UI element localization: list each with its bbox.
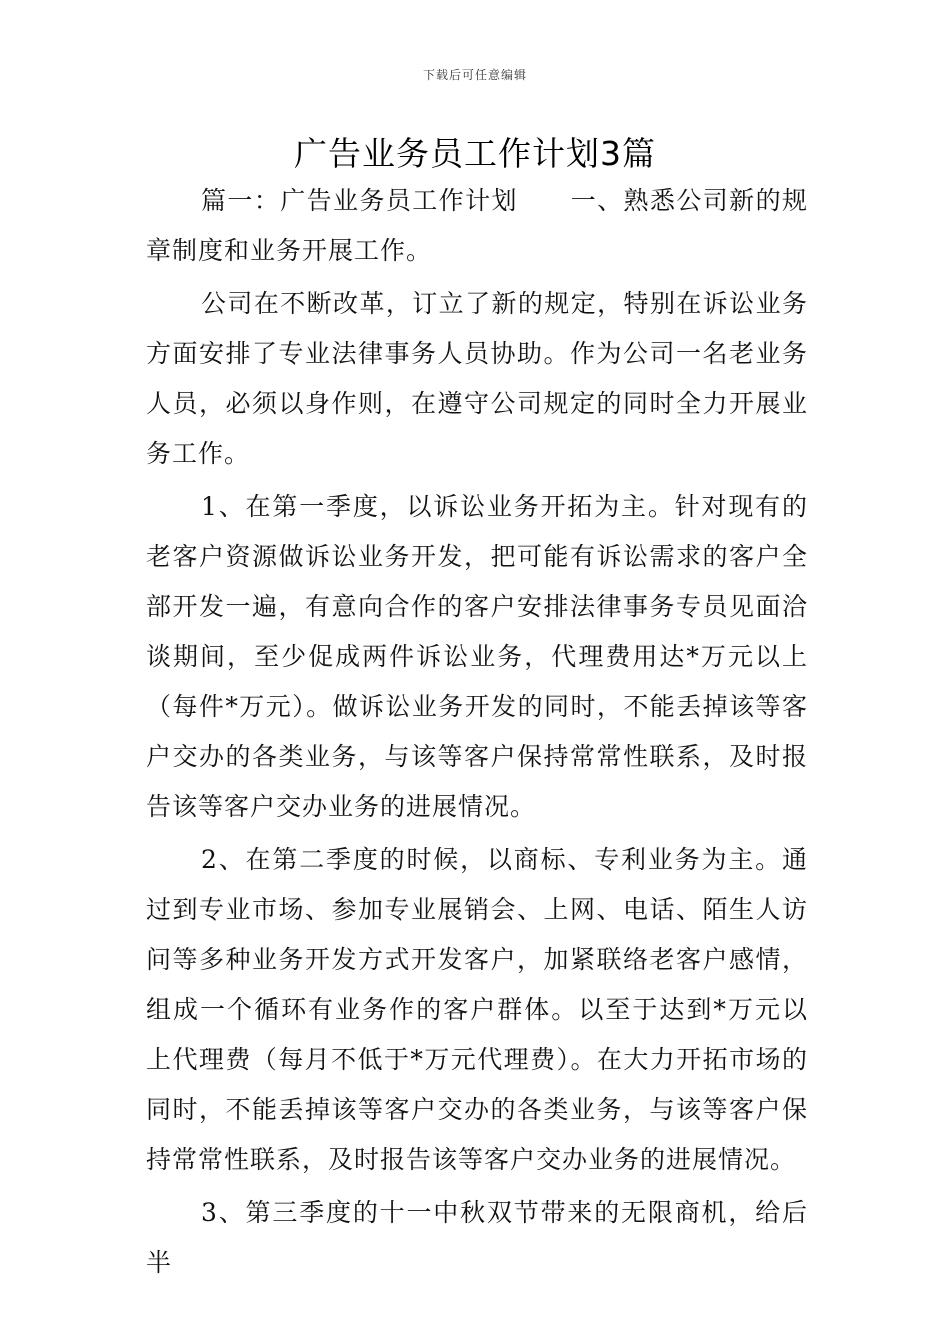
- document-body: [146, 176, 808, 1288]
- paragraph-third-quarter: 3、第三季度的十一中秋双节带来的无限商机，给后半: [146, 1198, 808, 1277]
- document-title: 广告业务员工作计划3篇: [294, 134, 656, 173]
- paragraph-company-reform: 公司在不断改革，订立了新的规定，特别在诉讼业务方面安排了专业法律事务人员协助。作为公司一名老业务人员，必须以身作则，在遵守公司规定的同时全力开展业务工作。: [146, 289, 808, 468]
- paragraph-first-quarter: 1、在第一季度，以诉讼业务开拓为主。针对现有的老客户资源做诉讼业务开发，把可能有诉讼需求的客户全部开发一遍，有意向合作的客户安排法律事务专员见面洽谈期间，至少促成两件诉讼业务，代理费用达*万元以上（每件*万元）。做诉讼业务开发的同时，不能丢掉该等客户交办的各类业务，与该等客户保持常常性联系，及时报告该等客户交办业务的进展情况。: [146, 492, 808, 821]
- header-note: 下载后可任意编辑: [422, 68, 527, 82]
- paragraph-second-quarter: 2、在第二季度的时候，以商标、专利业务为主。通过到专业市场、参加专业展销会、上网、电话、陌生人访问等多种业务开发方式开发客户，加紧联络老客户感情，组成一个循环有业务作的客户群体。以至于达到*万元以上代理费（每月不低于*万元代理费）。在大力开拓市场的同时，不能丢掉该等客户交办的各类业务，与该等客户保持常常性联系，及时报告该等客户交办业务的进展情况。: [146, 845, 808, 1174]
- paragraph-intro: 篇一：广告业务员工作计划 一、熟悉公司新的规章制度和业务开展工作。: [146, 186, 808, 265]
